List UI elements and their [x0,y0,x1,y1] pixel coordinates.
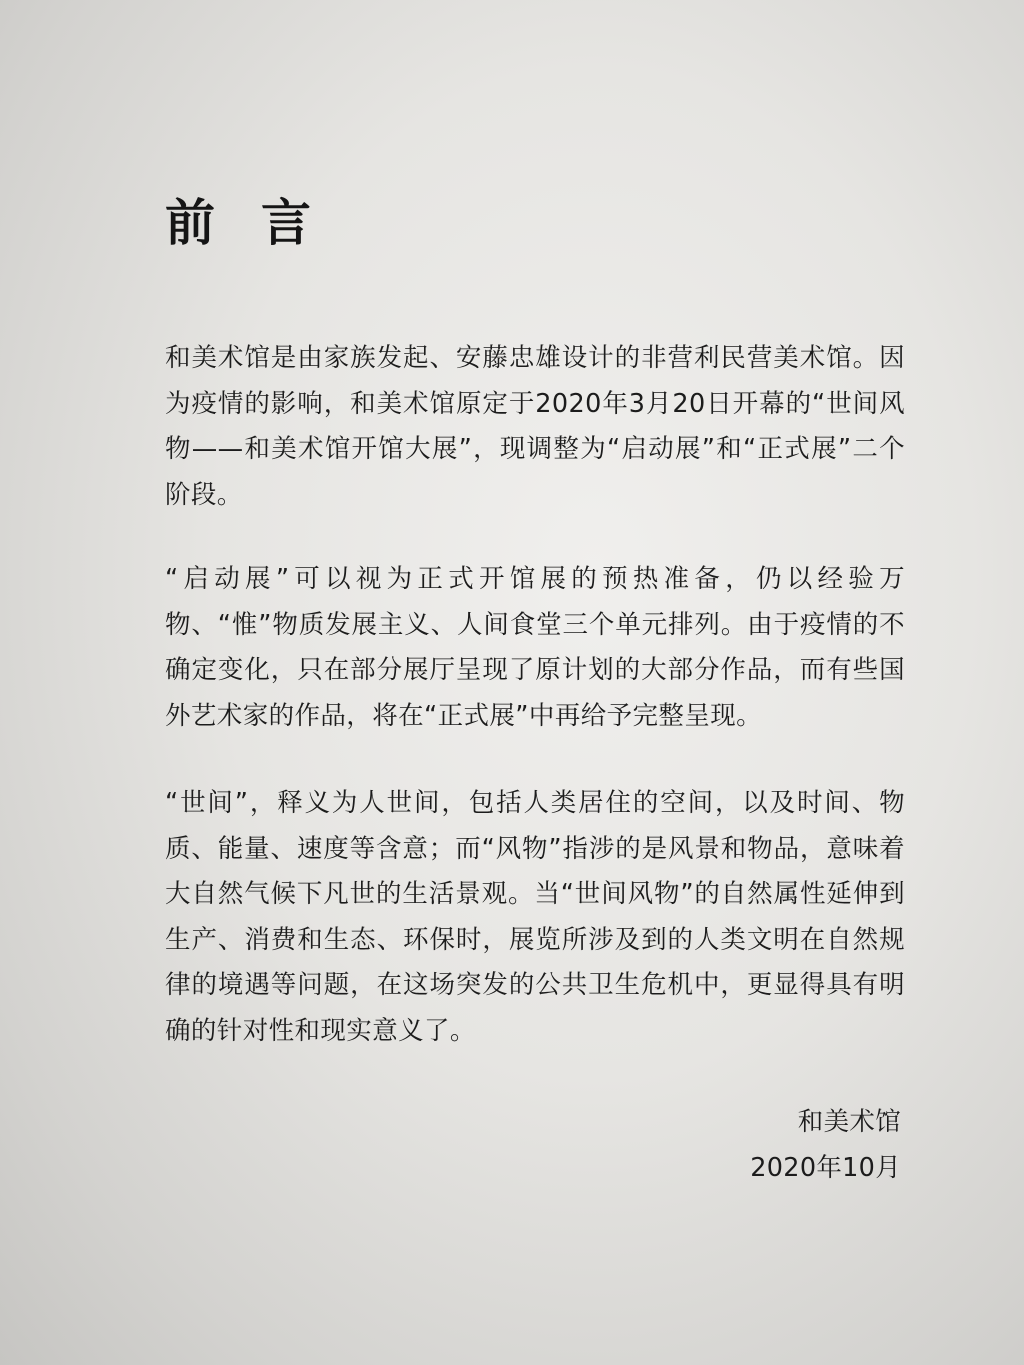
paragraph-theme: “世间”，释义为人世间，包括人类居住的空间，以及时间、物质、能量、速度等含意；而“风物”指涉的是风景和物品，意味着大自然气候下凡世的生活景观。当“世间风物”的自然属性延伸到生产、消费和生态、环保时，展览所涉及到的人类文明在自然规律的境遇等问题，在这场突发的公共卫生危机中，更显得具有明确的针对性和现实意义了。 [165,788,905,1046]
signature-organization: 和美术馆 [797,1107,901,1137]
paragraph-intro: 和美术馆是由家族发起、安藤忠雄设计的非营利民营美术馆。因为疫情的影响，和美术馆原定于2020年3月20日开幕的“世间风物——和美术馆开馆大展”，现调整为“启动展”和“正式展”二个阶段。 [165,343,905,510]
signature-date: 2020年10月 [750,1153,901,1183]
page-title: 前言 [165,194,357,252]
preface-panel [165,0,905,1365]
paragraph-launch-exhibition: “启动展”可以视为正式开馆展的预热准备，仍以经验万物、“惟”物质发展主义、人间食堂三个单元排列。由于疫情的不确定变化，只在部分展厅呈现了原计划的大部分作品，而有些国外艺术家的作品，将在“正式展”中再给予完整呈现。 [165,564,905,731]
